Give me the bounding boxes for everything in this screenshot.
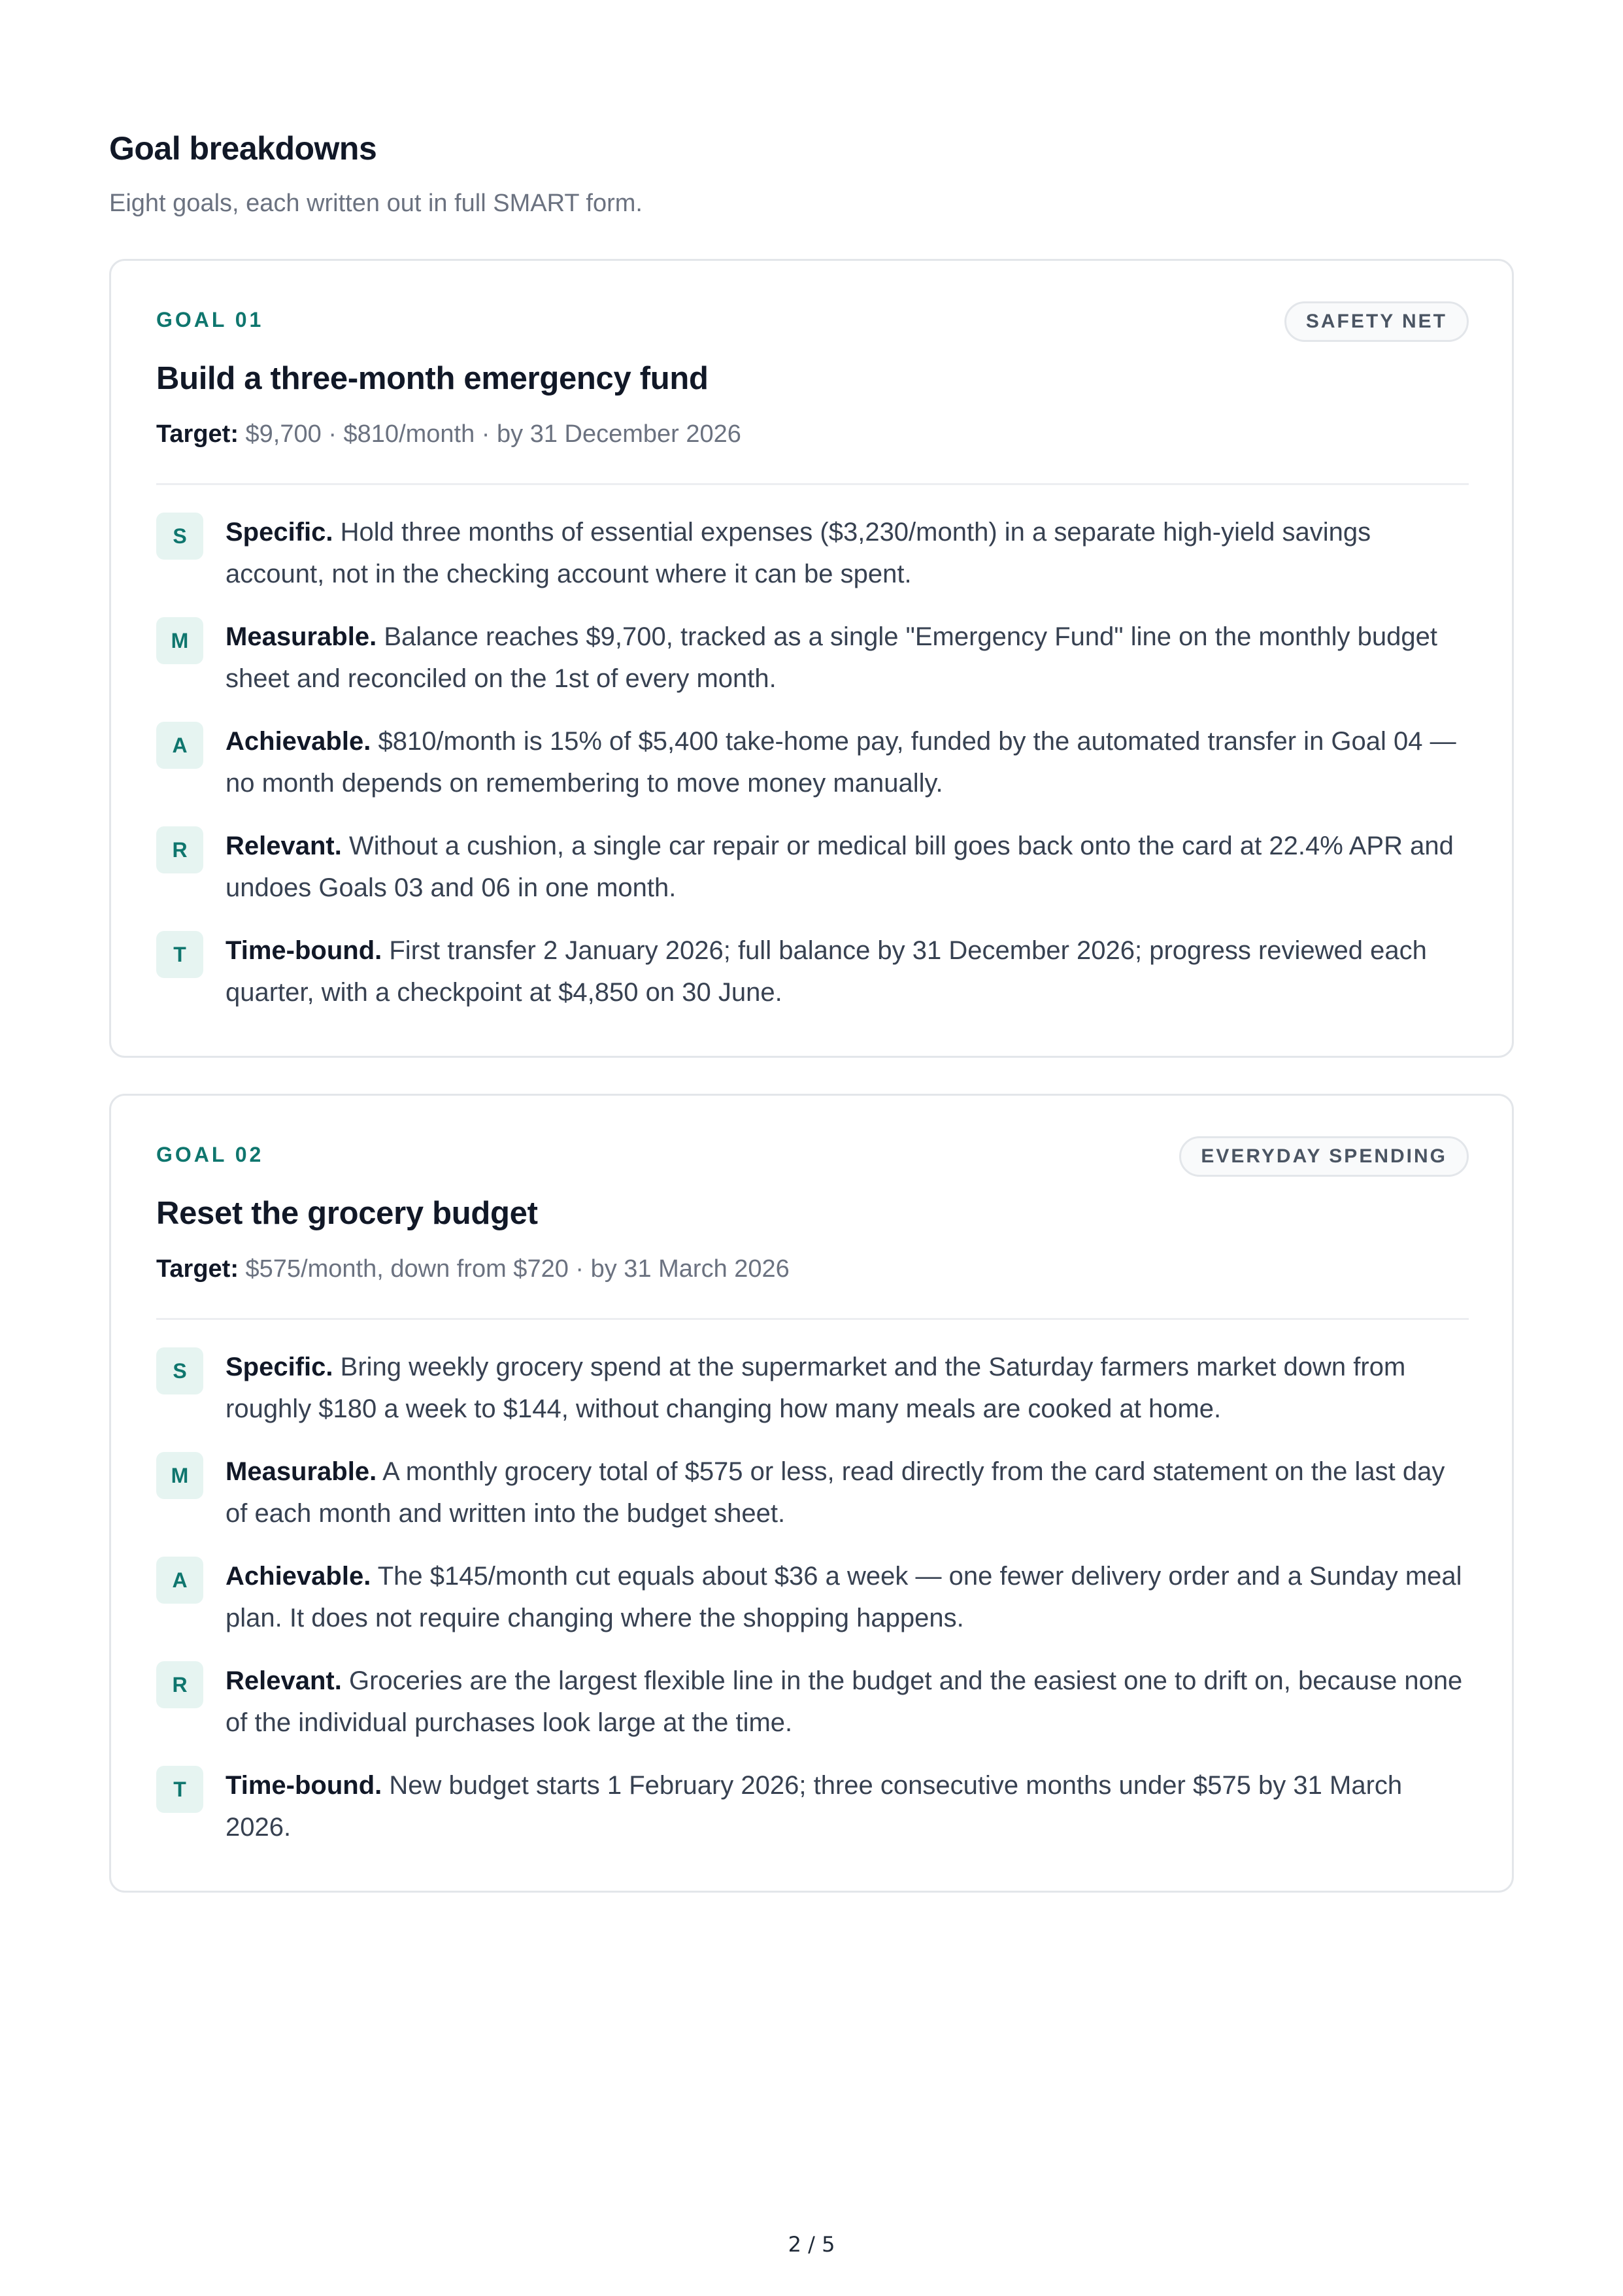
criterion-name: Specific. [226, 1353, 333, 1381]
smart-criterion-relevant [156, 825, 1469, 909]
criterion-text: Hold three months of essential expenses ($3,230/month) in a separate high-yield savings account, not in the checking account where it can be spent. [226, 518, 1371, 588]
smart-criterion-specific [156, 511, 1469, 595]
criterion-text: Without a cushion, a single car repair or medical bill goes back onto the card at 22.4% APR and undoes Goals 03 and 06 in one month. [226, 832, 1454, 902]
criterion-letter-badge: A [156, 722, 203, 769]
smart-criterion-time-bound [156, 1764, 1469, 1848]
criterion-text: The $145/month cut equals about $36 a week — one fewer delivery order and a Sunday meal plan. It does not require changing where the shopping happens. [226, 1562, 1462, 1632]
smart-criteria-list [156, 1346, 1469, 1869]
criterion-name: Achievable. [226, 727, 371, 756]
criterion-name: Specific. [226, 518, 333, 547]
criterion-letter-badge: M [156, 617, 203, 664]
criterion-letter-badge: R [156, 826, 203, 873]
criterion-name: Achievable. [226, 1562, 371, 1591]
criterion-name: Measurable. [226, 1457, 377, 1486]
criterion-letter-badge: S [156, 1347, 203, 1394]
target-label: Target: [156, 1255, 239, 1283]
criterion-text: First transfer 2 January 2026; full balance by 31 December 2026; progress reviewed each quarter, with a checkpoint at $4,850 on 30 June. [226, 936, 1427, 1007]
criterion-name: Time-bound. [226, 936, 382, 965]
smart-criteria-list [156, 511, 1469, 1034]
criterion-text: New budget starts 1 February 2026; three consecutive months under $575 by 31 March 2026. [226, 1771, 1403, 1842]
goal-target [156, 1255, 790, 1283]
divider [156, 1318, 1469, 1320]
criterion-text: Groceries are the largest flexible line in the budget and the easiest one to drift on, because none of the individual purchases look large at the time. [226, 1666, 1463, 1737]
goal-target [156, 420, 741, 448]
smart-criterion-relevant [156, 1660, 1469, 1744]
target-value: $575/month, down from $720 · by 31 March 2026 [245, 1255, 790, 1283]
goal-title: Build a three-month emergency fund [156, 361, 709, 396]
criterion-name: Relevant. [226, 832, 342, 860]
criterion-letter-badge: T [156, 1766, 203, 1813]
goal-number: GOAL 02 [156, 1143, 264, 1166]
goal-card [109, 1094, 1514, 1893]
criterion-letter-badge: T [156, 931, 203, 978]
criterion-text: Bring weekly grocery spend at the supermarket and the Saturday farmers market down from roughly $180 a week to $144, without changing how many meals are cooked at home. [226, 1353, 1406, 1423]
criterion-letter-badge: R [156, 1661, 203, 1708]
smart-criterion-achievable [156, 1555, 1469, 1639]
category-badge: SAFETY NET [1284, 301, 1469, 342]
criterion-letter-badge: M [156, 1452, 203, 1499]
target-label: Target: [156, 420, 239, 448]
criterion-name: Relevant. [226, 1666, 342, 1695]
category-badge: EVERYDAY SPENDING [1179, 1136, 1469, 1177]
target-value: $9,700 · $810/month · by 31 December 2026 [245, 420, 741, 448]
goal-card [109, 259, 1514, 1058]
smart-criterion-measurable [156, 1451, 1469, 1534]
divider [156, 483, 1469, 485]
criterion-letter-badge: A [156, 1557, 203, 1604]
criterion-letter-badge: S [156, 513, 203, 560]
smart-criterion-specific [156, 1346, 1469, 1430]
goal-number: GOAL 01 [156, 308, 264, 331]
page-number: 2 / 5 [788, 2232, 835, 2257]
section-subtitle: Eight goals, each written out in full SMART form. [109, 190, 643, 217]
criterion-text: Balance reaches $9,700, tracked as a single "Emergency Fund" line on the monthly budget sheet and reconciled on the 1st of every month. [226, 622, 1437, 693]
smart-criterion-time-bound [156, 930, 1469, 1013]
criterion-text: A monthly grocery total of $575 or less, read directly from the card statement on the last day of each month and written into the budget sheet. [226, 1457, 1445, 1528]
criterion-name: Time-bound. [226, 1771, 382, 1800]
criterion-name: Measurable. [226, 622, 377, 651]
goal-title: Reset the grocery budget [156, 1196, 538, 1231]
criterion-text: $810/month is 15% of $5,400 take-home pay, funded by the automated transfer in Goal 04 — no month depends on remembering to move money manually. [226, 727, 1456, 798]
smart-criterion-measurable [156, 616, 1469, 700]
section-title: Goal breakdowns [109, 130, 377, 167]
smart-criterion-achievable [156, 720, 1469, 804]
